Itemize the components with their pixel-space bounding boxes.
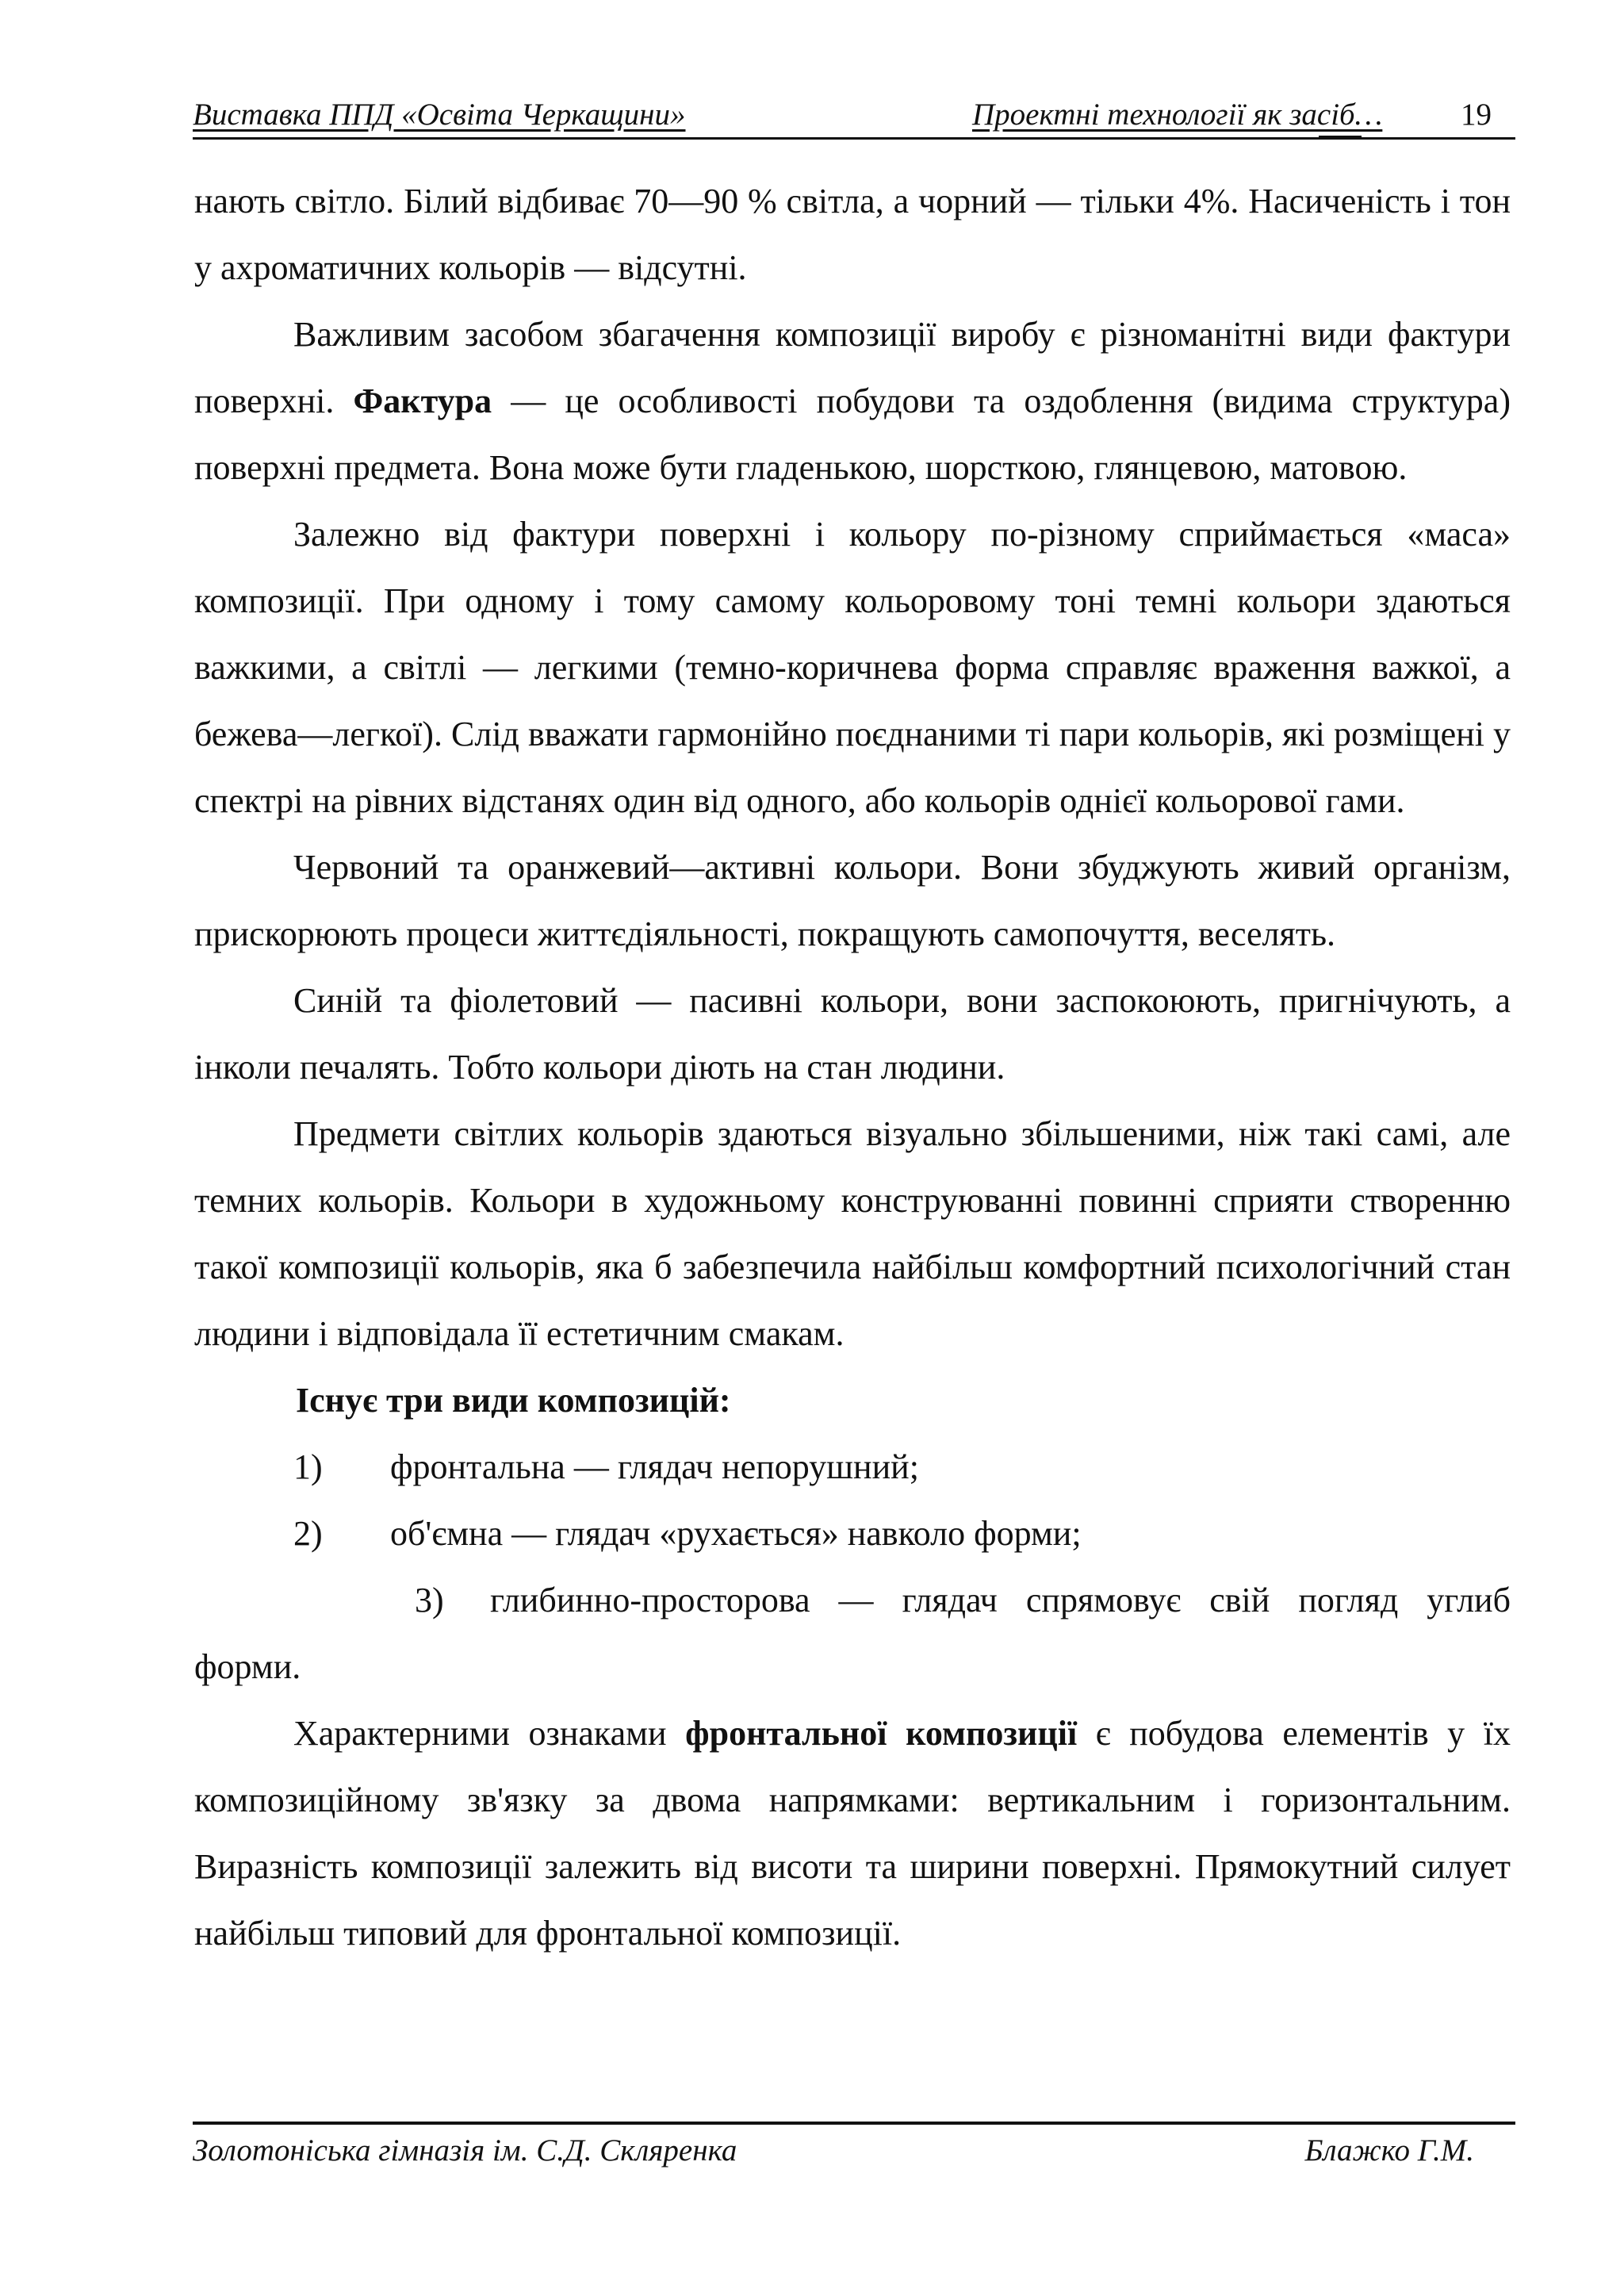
- term-faktura: Фактура: [353, 381, 492, 420]
- paragraph-4: Червоний та оранжевий—активні кольори. Вони збуджують живий організм, прискорюють процеси життєдіяльності, покращують самопочуття, веселять.: [194, 848, 1511, 953]
- paragraph-2-text-b: — це особливості побудови та оздоблення (видима структура) поверхні предмета. Вона може бути гладенькою, шорсткою, глянцевою, матовою.: [194, 381, 1511, 487]
- list-item-number: 3): [415, 1581, 444, 1619]
- header-rule: [193, 137, 1515, 140]
- term-frontal-composition: фронтальної композиції: [685, 1714, 1078, 1753]
- header-document-title: Проектні технології як засіб…: [972, 98, 1383, 132]
- list-item: [194, 1501, 1511, 1567]
- paragraph-7-text-a: Характерними ознаками: [293, 1714, 686, 1753]
- list-item: [194, 1567, 1511, 1634]
- list-item-text: об'ємна — глядач «рухається» навколо форми;: [390, 1514, 1082, 1553]
- list-heading: Існує три види композицій:: [296, 1381, 731, 1420]
- list-item-number: 2): [293, 1514, 323, 1553]
- paragraph-7: [194, 1700, 1511, 1967]
- paragraph-7-text-b: є побудова елементів у їх композиційному зв'язку за двома напрямками: вертикальним і горизонтальним. Виразність композиції залежить від висоти та ширини поверхні. Прямокутний силует найбільш типовий для фронтальної композиції.: [194, 1714, 1511, 1953]
- footer-school: Золотоніська гімназія ім. С.Д. Скляренка: [193, 2133, 737, 2168]
- paragraph-1: нають світло. Білий відбиває 70—90 % світла, а чорний — тільки 4%. Насиченість і тон у ахроматичних кольорів — відсутні.: [194, 182, 1511, 287]
- paragraph-6: Предмети світлих кольорів здаються візуально збільшеними, ніж такі самі, але темних кольорів. Кольори в художньому конструюванні повинні сприяти створенню такої композиції кольорів, яка б забезпечила найбільш комфортний психологічний стан людини і відповідала її естетичним смакам.: [194, 1114, 1511, 1353]
- list-item-text: глибинно-просторова — глядач спрямовує свій погляд углиб: [490, 1581, 1511, 1619]
- paragraph-2-text-a: Важливим засобом збагачення композиції виробу є різноманітні види фактури поверхні.: [194, 315, 1511, 420]
- paragraph-5: Синій та фіолетовий — пасивні кольори, вони заспокоюють, пригнічують, а інколи печалять. Тобто кольори діють на стан людини.: [194, 981, 1511, 1087]
- page-number: 19: [1461, 98, 1492, 132]
- footer-rule: [193, 2122, 1515, 2125]
- list-item-text: фронтальна — глядач непорушний;: [390, 1447, 919, 1486]
- list-item: [194, 1434, 1511, 1501]
- header-exhibition-title: Виставка ППД «Освіта Черкащини»: [193, 98, 686, 132]
- list-item-number: 1): [293, 1447, 323, 1486]
- paragraph-3: Залежно від фактури поверхні і кольору по-різному сприймається «маса» композиції. При одному і тому самому кольоровому тоні темні кольори здаються важкими, а світлі — легкими (темно-коричнева форма справляє враження важкої, а бежева—легкої). Слід вважати гармонійно поєднаними ті пари кольорів, які розміщені у спектрі на рівних відстанях один від одного, або кольорів однієї кольорової гами.: [194, 515, 1511, 820]
- list-item-continuation: форми.: [194, 1647, 301, 1686]
- page-body: [194, 168, 1511, 1967]
- paragraph-2: [194, 301, 1511, 501]
- page-header: [193, 97, 1515, 140]
- footer-author: Блажко Г.М.: [1304, 2133, 1474, 2168]
